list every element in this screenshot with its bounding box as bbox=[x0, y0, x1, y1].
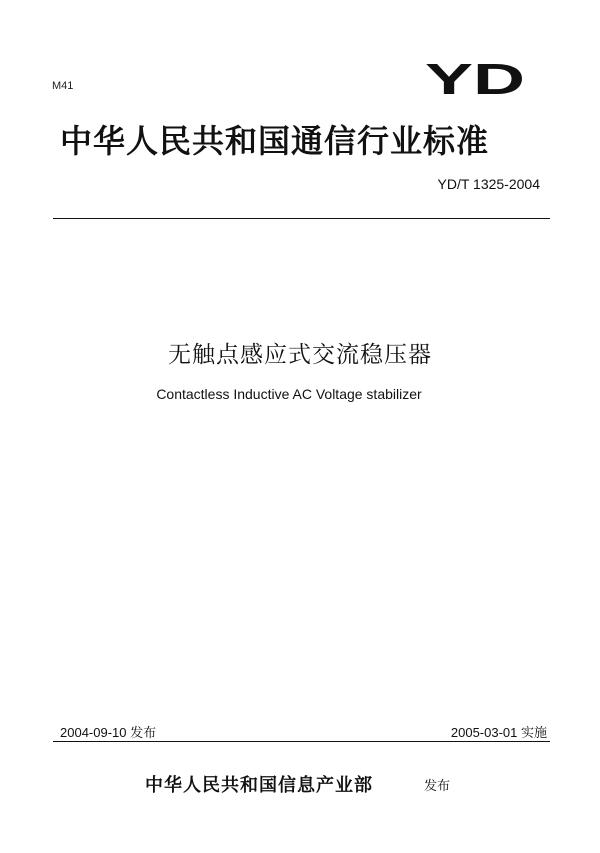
classification-code: M41 bbox=[52, 80, 74, 92]
publisher-name: 中华人民共和国信息产业部 bbox=[145, 775, 373, 796]
yd-logo bbox=[420, 56, 530, 100]
top-divider bbox=[53, 218, 550, 219]
standard-title-english: Contactless Inductive AC Voltage stabilizer bbox=[156, 386, 422, 402]
standard-code: YD/T 1325-2004 bbox=[437, 176, 540, 192]
logo-text: YD bbox=[425, 56, 525, 100]
issue-date: 2004-09-10 发布 bbox=[60, 725, 157, 740]
publisher-suffix: 发布 bbox=[424, 779, 451, 794]
standard-title-chinese: 无触点感应式交流稳压器 bbox=[168, 342, 432, 368]
bottom-divider bbox=[53, 741, 550, 742]
org-standard-title: 中华人民共和国通信行业标准 bbox=[60, 122, 490, 160]
implementation-date: 2005-03-01 实施 bbox=[450, 725, 547, 740]
